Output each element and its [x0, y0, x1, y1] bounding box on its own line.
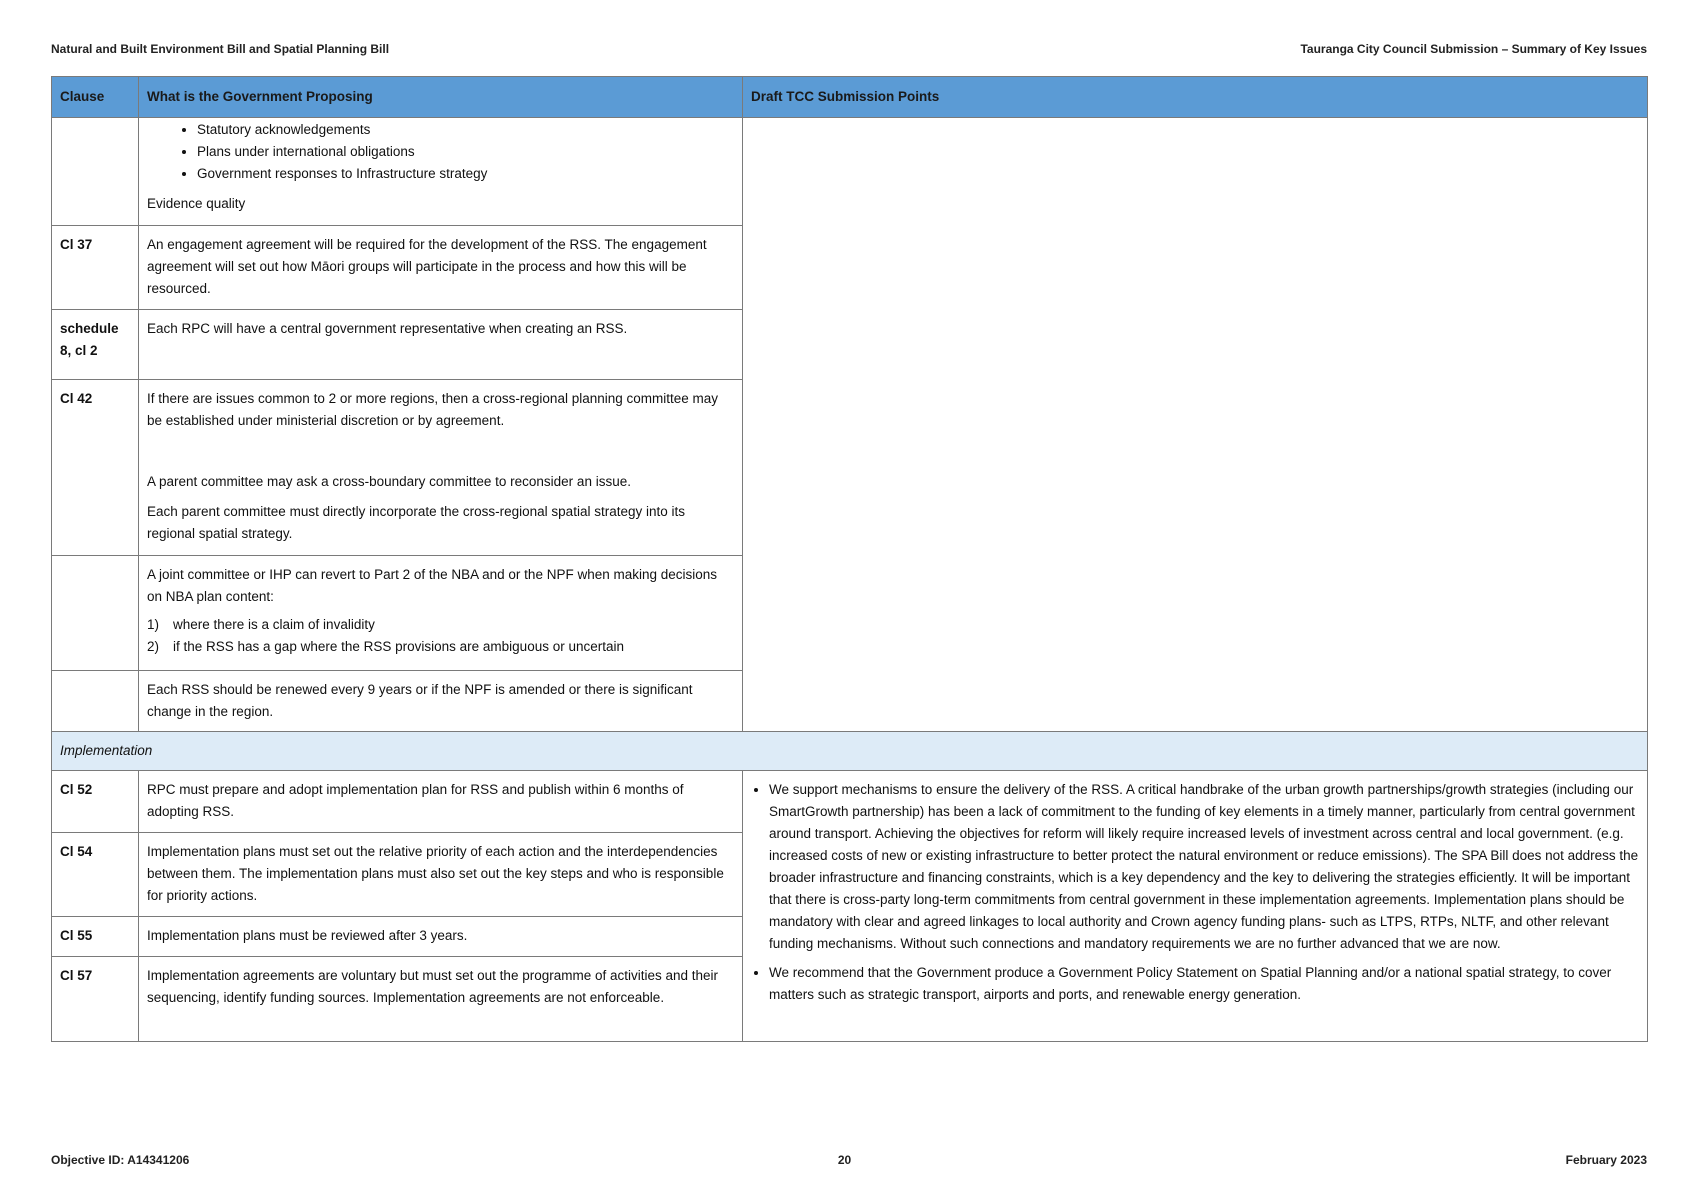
clause-cell [52, 118, 139, 226]
clause-cell: Cl 57 [52, 957, 139, 1042]
proposal-cell: Implementation plans must set out the relative priority of each action and the interdependencies between them. The implementation plans must also set out the key steps and who is responsible for priority actions. [139, 833, 743, 917]
clause-cell: schedule 8, cl 2 [52, 310, 139, 380]
section-heading: Implementation [52, 732, 1648, 771]
submission-cell [743, 771, 1648, 1042]
clause-cell [52, 556, 139, 671]
list-item: 2) if the RSS has a gap where the RSS provisions are ambiguous or uncertain [147, 639, 624, 654]
list-item: • Plans under international obligations [197, 141, 734, 163]
clause-cell: Cl 52 [52, 771, 139, 833]
paragraph: Each parent committee must directly incorporate the cross-regional spatial strategy into its regional spatial strategy. [147, 504, 685, 541]
footer-page-number: 20 [837, 1153, 852, 1167]
numbered-list [147, 614, 734, 658]
header-submission-title: Tauranga City Council Submission – Summary of Key Issues [1300, 42, 1647, 56]
column-header-submission: Draft TCC Submission Points [743, 77, 1648, 118]
submission-point: • We support mechanisms to ensure the delivery of the RSS. A critical handbrake of the urban growth partnerships/growth strategies (including our SmartGrowth partnership) has been a lack of commitment to the funding of key elements in a timely manner, particularly from central government around transport. Achieving the objectives for reform will likely require increased levels of investment across central and local government. (e.g. increased costs of new or existing infrastructure to better protect the natural environment or reduce emissions). The SPA Bill does not address the broader infrastructure and financing constraints, which is a key dependency and the key to delivering the strategies efficiently. It will be important that there is cross-party long-term commitments from central government in these implementation agreements. Implementation plans should be mandatory with clear and agreed linkages to local authority and Crown agency funding plans- such as LTPS, RTPs, NLTF, and other relevant funding mechanisms. Without such connections and mandatory requirements we are no further advanced that we are now. [769, 779, 1639, 955]
proposal-cell [139, 556, 743, 671]
clause-cell [52, 671, 139, 732]
table-row [52, 118, 1648, 226]
proposal-cell: Implementation plans must be reviewed after 3 years. [139, 917, 743, 957]
proposal-cell: RPC must prepare and adopt implementation plan for RSS and publish within 6 months of adopting RSS. [139, 771, 743, 833]
list-item: 1) where there is a claim of invalidity [147, 617, 375, 632]
submission-cell-empty [743, 118, 1648, 732]
proposal-cell [139, 380, 743, 556]
submission-points-list [743, 779, 1639, 1006]
paragraph: Evidence quality [147, 196, 246, 211]
proposal-cell [139, 118, 743, 226]
table-row [52, 771, 1648, 833]
header-document-title: Natural and Built Environment Bill and Spatial Planning Bill [51, 42, 390, 56]
proposal-cell: Each RSS should be renewed every 9 years or if the NPF is amended or there is significant change in the region. [139, 671, 743, 732]
proposal-cell: Implementation agreements are voluntary but must set out the programme of activities and their sequencing, identify funding sources. Implementation agreements are not enforceable. [139, 957, 743, 1042]
paragraph: A parent committee may ask a cross-boundary committee to reconsider an issue. [147, 474, 631, 489]
clause-cell: Cl 54 [52, 833, 139, 917]
proposal-cell: Each RPC will have a central government representative when creating an RSS. [139, 310, 743, 380]
bullet-list [147, 119, 734, 185]
column-header-proposal: What is the Government Proposing [139, 77, 743, 118]
submission-table [51, 76, 1648, 1042]
footer-date: February 2023 [1565, 1153, 1647, 1167]
proposal-cell: An engagement agreement will be required for the development of the RSS. The engagement agreement will set out how Māori groups will participate in the process and how this will be resourced. [139, 226, 743, 310]
section-row-implementation [52, 732, 1648, 771]
list-item: • Government responses to Infrastructure strategy [197, 163, 734, 185]
clause-cell: Cl 55 [52, 917, 139, 957]
footer-objective-id: Objective ID: A14341206 [51, 1153, 190, 1167]
list-item: • Statutory acknowledgements [197, 119, 734, 141]
table-header-row [52, 77, 1648, 118]
submission-point: • We recommend that the Government produce a Government Policy Statement on Spatial Planning and/or a national spatial strategy, to cover matters such as strategic transport, airports and ports, and renewable energy generation. [769, 962, 1639, 1006]
clause-cell: Cl 37 [52, 226, 139, 310]
clause-cell: Cl 42 [52, 380, 139, 556]
paragraph: If there are issues common to 2 or more regions, then a cross-regional planning committee may be established under ministerial discretion or by agreement. [147, 391, 719, 428]
column-header-clause: Clause [52, 77, 139, 118]
paragraph: A joint committee or IHP can revert to Part 2 of the NBA and or the NPF when making decisions on NBA plan content: [147, 567, 718, 604]
